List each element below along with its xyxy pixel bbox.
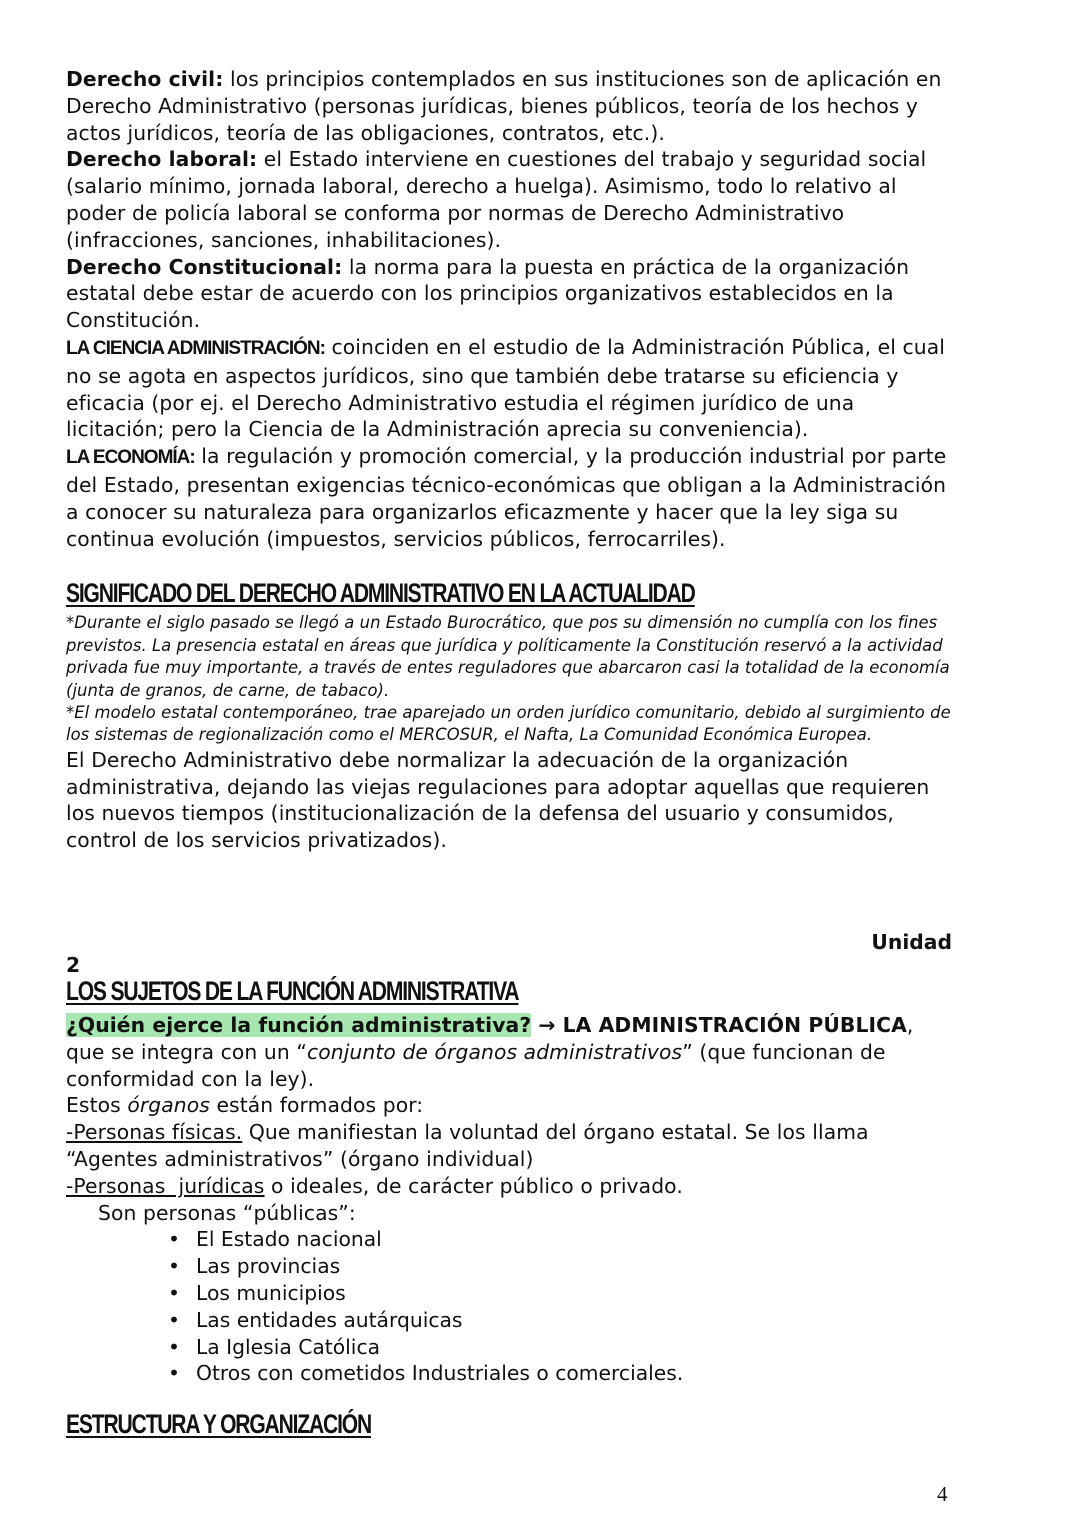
text-derecho-constitucional: la norma para la puesta en práctica de la organización estatal debe estar de acuerdo con los principios organizativos establecidos en la Constitución. — [66, 254, 910, 333]
paragraph-organos — [66, 1092, 956, 1119]
note-estado-burocratico: *Durante el siglo pasado se llegó a un Estado Burocrático, que pos su dimensión no cumplía con los fines previstos. La presencia estatal en áreas que jurídica y políticamente la Constitución reservó a la actividad privada fue muy importante, a través de entes reguladores que abarcaron casi la totalidad de la economía (junta de granos, de carne, de tabaco). — [66, 613, 950, 700]
term-derecho-civil: Derecho civil: — [66, 67, 224, 91]
paragraph-quien-ejerce — [66, 1012, 956, 1092]
personas-juridicas-label: -Personas jurídicas — [66, 1173, 265, 1198]
paragraph-derecho-laboral — [66, 146, 956, 253]
personas-fisicas-label: -Personas físicas. — [66, 1120, 243, 1145]
paragraph-derecho-constitucional — [66, 254, 956, 334]
section-heading-estructura — [66, 1409, 956, 1443]
section-heading-sujetos — [66, 976, 956, 1010]
term-ciencia-administracion: LA CIENCIA ADMINISTRACIÓN: — [66, 337, 325, 359]
list-item: • Los municipios — [196, 1280, 956, 1307]
section-heading-significado — [66, 578, 956, 612]
term-economia: LA ECONOMÍA: — [66, 447, 195, 469]
text-derecho-civil: los principios contemplados en sus instituciones son de aplicación en Derecho Administrativo (personas jurídicas, bienes públicos, teoría de los hechos y actos jurídicos, teoría de las obligaciones, contratos, etc.). — [66, 67, 942, 145]
answer-text-1: , que se integra con un “ — [66, 1012, 914, 1064]
personas-publicas-list — [66, 1226, 956, 1387]
list-item: • Otros con cometidos Industriales o comerciales. — [196, 1360, 956, 1387]
answer-italic: conjunto de órganos administrativos — [306, 1039, 683, 1064]
personas-fisicas-text: Que manifiestan la voluntad del órgano estatal. Se los llama “Agentes administrativos” (órgano individual) — [66, 1120, 869, 1171]
list-item: • Las entidades autárquicas — [196, 1307, 956, 1334]
organos-text-1: Estos — [66, 1093, 128, 1118]
term-derecho-laboral: Derecho laboral: — [66, 147, 258, 172]
list-item: • El Estado nacional — [196, 1226, 956, 1253]
paragraph-economia — [66, 443, 956, 552]
text-ciencia-administracion: coinciden en el estudio de la Administración Pública, el cual no se agota en aspectos jurídicos, sino que también debe tratarse su eficiencia y eficacia (por ej. el Derecho Administrativo estudia el régimen jurídico de una licitación; pero la Ciencia de la Administración aprecia su conveniencia). — [66, 334, 945, 442]
arrow-glyph: → — [531, 1012, 563, 1037]
list-item: • La Iglesia Católica — [196, 1334, 956, 1361]
term-derecho-constitucional: Derecho Constitucional: — [66, 254, 343, 279]
page-number: 4 — [937, 1482, 948, 1506]
organos-italic: órganos — [127, 1093, 210, 1118]
paragraph-ciencia-administracion — [66, 334, 956, 443]
text-derecho-laboral: el Estado interviene en cuestiones del trabajo y seguridad social (salario mínimo, jornada laboral, derecho a huelga). Asimismo, todo lo relativo al poder de policía laboral se conforma por normas de Derecho Administrativo (infracciones, sanciones, inhabilitaciones). — [66, 147, 927, 252]
document-page — [66, 66, 956, 1443]
highlighted-question: ¿Quién ejerce la función administrativa? — [66, 1012, 532, 1037]
section-title-sujetos: LOS SUJETOS DE LA FUNCIÓN ADMINISTRATIVA — [66, 975, 519, 1006]
answer-text-2: ” (que funcionan de conformidad con la ley). — [66, 1039, 886, 1091]
section-title-estructura: ESTRUCTURA Y ORGANIZACIÓN — [66, 1409, 372, 1440]
paragraph-personas-fisicas — [66, 1119, 956, 1173]
unit-label: Unidad — [871, 929, 952, 954]
note-modelo-estatal: *El modelo estatal contemporáneo, trae aparejado un orden jurídico comunitario, debido al surgimiento de los sistemas de regionalización como el MERCOSUR, el Nafta, La Comunidad Económica Europea. — [66, 702, 951, 745]
text-economia: la regulación y promoción comercial, y la producción industrial por parte del Estado, presentan exigencias técnico-económicas que obligan a la Administración a conocer su naturaleza para organizarlos eficazmente y hacer que la ley siga su continua evolución (impuestos, servicios públicos, ferrocarriles). — [66, 444, 947, 551]
list-item: • Las provincias — [196, 1253, 956, 1280]
personas-publicas-intro: Son personas “públicas”: — [98, 1200, 356, 1225]
section-title-significado: SIGNIFICADO DEL DERECHO ADMINISTRATIVO EN LA ACTUALIDAD — [66, 578, 695, 609]
paragraph-derecho-civil — [66, 66, 956, 146]
unit-number: 2 — [66, 952, 81, 977]
paragraph-personas-juridicas — [66, 1173, 956, 1200]
organos-text-2: están formados por: — [209, 1093, 424, 1118]
personas-juridicas-text: o ideales, de carácter público o privado. — [264, 1173, 683, 1198]
paragraph-normalizar: El Derecho Administrativo debe normalizar la adecuación de la organización administrativa, dejando las viejas regulaciones para adoptar aquellas que requieren los nuevos tiempos (institucionalización de la defensa del usuario y consumidos, control de los servicios privatizados). — [66, 747, 930, 853]
administracion-publica: LA ADMINISTRACIÓN PÚBLICA — [562, 1012, 907, 1037]
